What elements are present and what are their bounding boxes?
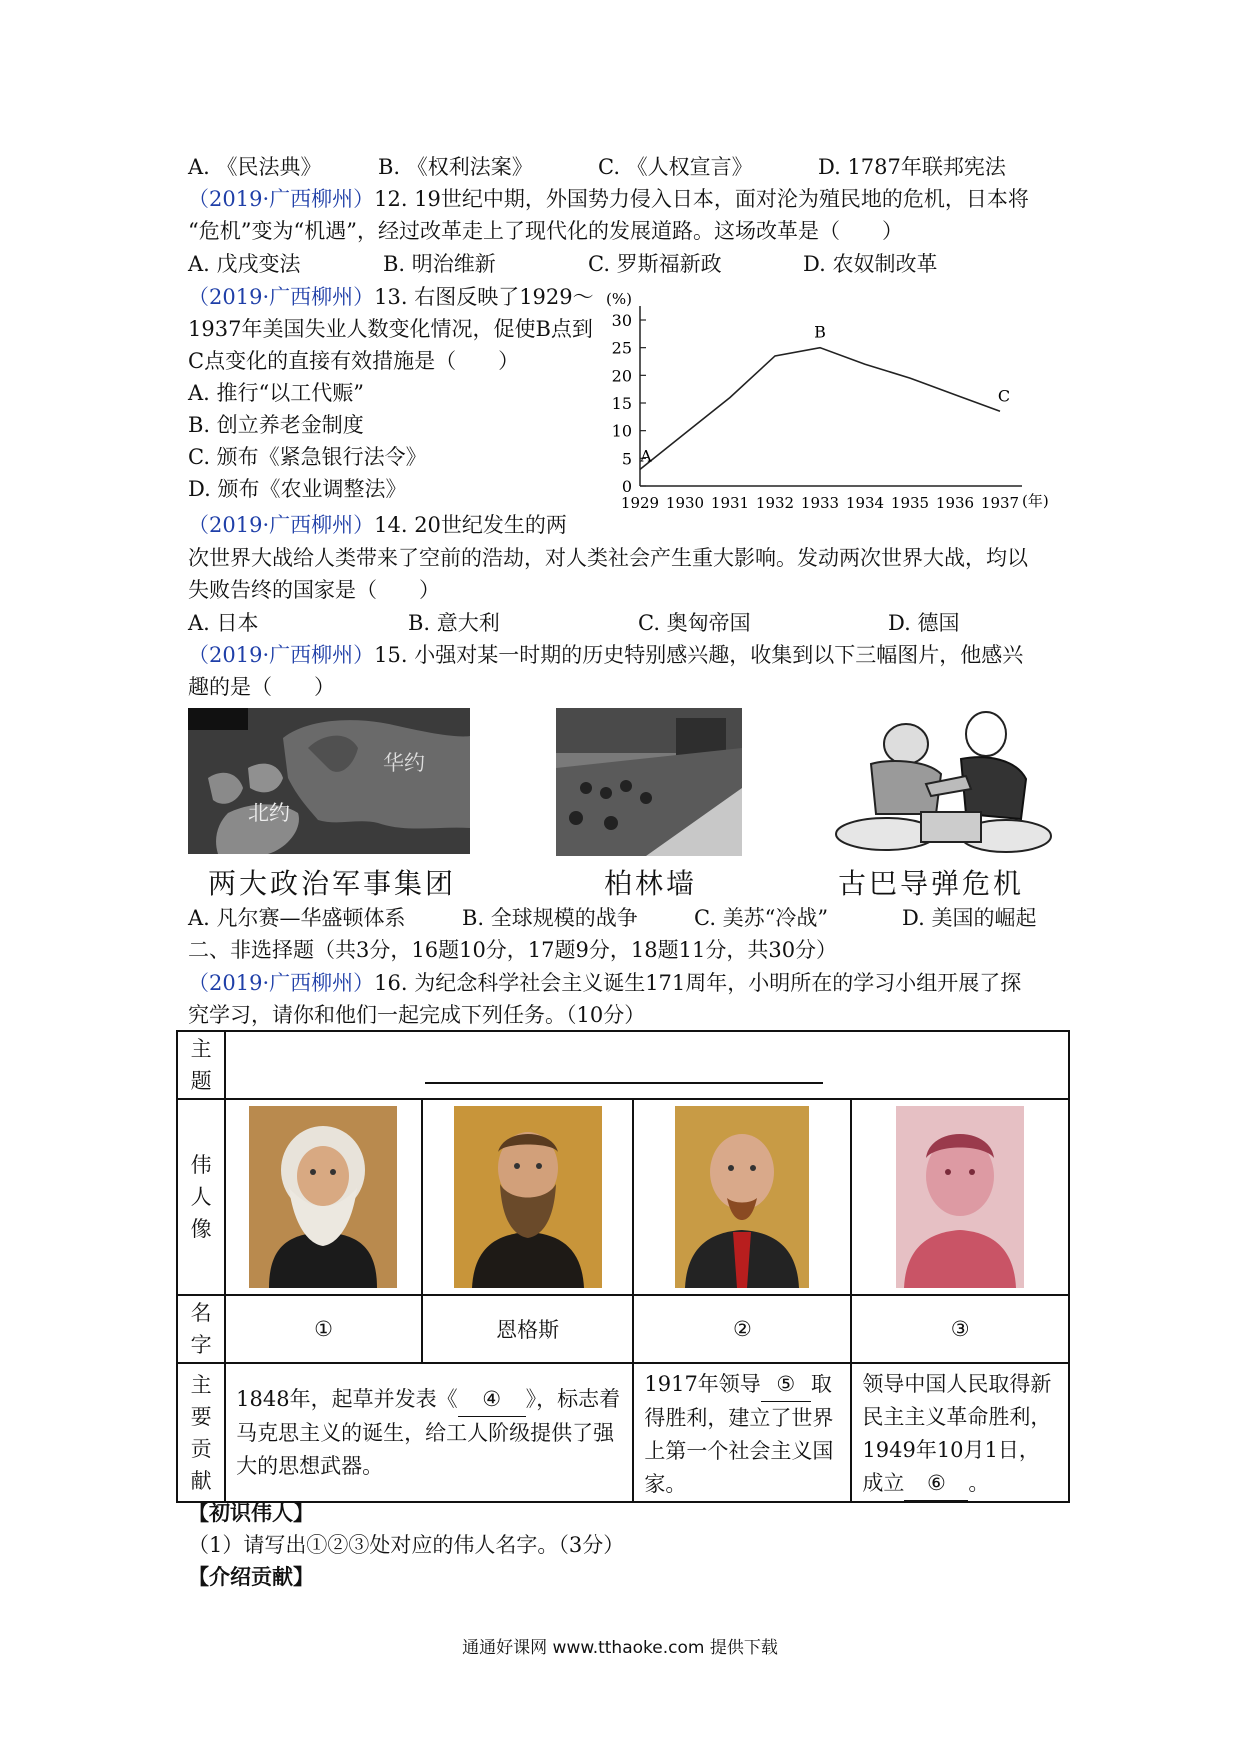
x-axis-label: (年) <box>1022 492 1049 510</box>
y-tick-label: 30 <box>611 311 632 330</box>
x-tick-label: 1931 <box>710 494 750 512</box>
caption-military-blocs: 两大政治军事集团 <box>208 867 457 900</box>
x-tick-label: 1934 <box>845 494 885 512</box>
y-axis-label: (%) <box>606 290 632 308</box>
x-tick-label: 1937 <box>980 494 1020 512</box>
name-cell-1[interactable]: ① <box>225 1295 422 1363</box>
contribution-lenin: 1917年领导 ⑤ 取得胜利，建立了世界上第一个社会主义国家。 <box>633 1363 851 1502</box>
q12-option-d: D. 农奴制改革 <box>803 252 938 276</box>
q13-source: （2019·广西柳州） <box>188 285 375 309</box>
x-tick-label: 1929 <box>620 494 660 512</box>
y-tick-label: 5 <box>621 449 632 469</box>
y-tick-label: 20 <box>611 366 632 386</box>
q12-source: （2019·广西柳州） <box>188 187 375 211</box>
theme-blank-line[interactable] <box>425 1082 823 1084</box>
q16-stem-line2: 究学习，请你和他们一起完成下列任务。（10分） <box>188 1003 646 1027</box>
q13-option-d: D. 颁布《农业调整法》 <box>188 477 407 501</box>
page-footer: 通通好课网 www.tthaoke.com 提供下载 <box>462 1638 778 1658</box>
point-label-c: C <box>997 386 1011 406</box>
q15-option-d: D. 美国的崛起 <box>902 906 1037 930</box>
portrait-cell-4 <box>851 1099 1069 1295</box>
x-tick-label: 1933 <box>800 494 840 512</box>
y-tick-label: 25 <box>611 338 632 358</box>
caption-berlin-wall: 柏林墙 <box>604 867 698 900</box>
q16-source: （2019·广西柳州） <box>188 971 375 995</box>
heading-meet-greats: 【初识伟人】 <box>188 1500 314 1525</box>
blank-4[interactable]: ④ <box>458 1383 526 1417</box>
y-tick-label: 15 <box>611 394 632 413</box>
q16-task1: （1）请写出①②③处对应的伟人名字。（3分） <box>188 1533 625 1557</box>
theme-answer-cell <box>225 1031 1069 1099</box>
row-label-portrait: 伟人像 <box>177 1099 225 1295</box>
q16-stem-line1: （2019·广西柳州）16. 为纪念科学社会主义诞生171周年，小明所在的学习小组开展了探 <box>188 971 1022 995</box>
q11-option-a: A. 《民法典》 <box>188 155 322 179</box>
q14-stem-line2: 次世界大战给人类带来了空前的浩劫，对人类社会产生重大影响。发动两次世界大战，均以 <box>188 546 1028 570</box>
q15-option-b: B. 全球规模的战争 <box>462 906 638 930</box>
q14-options <box>188 608 959 638</box>
heading-contributions: 【介绍贡献】 <box>188 1564 314 1589</box>
x-tick-label: 1935 <box>890 494 930 512</box>
q11-option-b: B. 《权利法案》 <box>378 155 533 179</box>
y-tick-label: 0 <box>621 477 632 496</box>
q11-options <box>188 152 1006 182</box>
q13-option-a: A. 推行“以工代赈” <box>188 381 364 405</box>
unemployment-line-chart <box>600 290 1060 530</box>
blank-6[interactable]: ⑥ <box>904 1467 968 1501</box>
q15-options <box>188 903 1036 933</box>
mao-portrait <box>896 1106 1024 1288</box>
q13-stem-line3: C点变化的直接有效措施是（ ） <box>188 349 520 373</box>
q12-option-c: C. 罗斯福新政 <box>588 252 722 276</box>
q11-option-d: D. 1787年联邦宪法 <box>818 155 1006 179</box>
q14-option-c: C. 奥匈帝国 <box>638 611 751 635</box>
nato-warsaw-map-image <box>188 708 470 854</box>
row-label-name: 名字 <box>177 1295 225 1363</box>
portrait-cell-1 <box>225 1099 422 1295</box>
q12-option-b: B. 明治维新 <box>383 252 496 276</box>
x-tick-label: 1936 <box>935 494 975 512</box>
x-tick-label: 1932 <box>755 494 795 512</box>
berlin-wall-image <box>556 708 742 856</box>
q11-option-c: C. 《人权宣言》 <box>598 155 753 179</box>
q15-source: （2019·广西柳州） <box>188 643 375 667</box>
portrait-cell-2 <box>422 1099 634 1295</box>
q13-stem-line2: 1937年美国失业人数变化情况，促使B点到 <box>188 317 593 341</box>
q15-stem-line2: 趣的是（ ） <box>188 675 335 699</box>
contribution-marx: 1848年，起草并发表《 ④ 》，标志着马克思主义的诞生，给工人阶级提供了强大的思想武器。 <box>225 1363 633 1502</box>
name-cell-3[interactable]: ③ <box>851 1295 1069 1363</box>
row-label-contribution: 主要贡献 <box>177 1363 225 1502</box>
portrait-cell-3 <box>633 1099 851 1295</box>
q13-option-c: C. 颁布《紧急银行法令》 <box>188 445 427 469</box>
row-label-theme: 主题 <box>177 1031 225 1099</box>
q12-stem-line1: （2019·广西柳州）12. 19世纪中期，外国势力侵入日本，面对沦为殖民地的危机，日本将 <box>188 187 1029 211</box>
point-label-a: A <box>640 446 652 466</box>
name-cell-2[interactable]: ② <box>633 1295 851 1363</box>
q12-option-a: A. 戊戌变法 <box>188 252 301 276</box>
q15-option-c: C. 美苏“冷战” <box>694 906 829 930</box>
y-tick-label: 10 <box>611 421 632 441</box>
q15-option-a: A. 凡尔赛—华盛顿体系 <box>188 906 406 930</box>
q14-option-d: D. 德国 <box>888 611 960 635</box>
map-label-warsaw: 华约 <box>383 751 425 775</box>
lenin-portrait <box>675 1106 809 1288</box>
q16-table <box>176 1030 1070 1503</box>
caption-cuban-missile-crisis: 古巴导弹危机 <box>838 867 1025 900</box>
q14-source: （2019·广西柳州） <box>188 513 375 537</box>
q14-stem-line3: 失败告终的国家是（ ） <box>188 578 440 602</box>
point-label-b: B <box>814 322 826 342</box>
cuban-missile-crisis-cartoon <box>826 704 1058 856</box>
q15-stem-line1: （2019·广西柳州）15. 小强对某一时期的历史特别感兴趣，收集到以下三幅图片，他感兴 <box>188 643 1024 667</box>
contribution-mao: 领导中国人民取得新民主主义革命胜利，1949年10月1日，成立 ⑥ 。 <box>851 1363 1069 1502</box>
engels-portrait <box>454 1106 602 1288</box>
q14-option-b: B. 意大利 <box>408 611 500 635</box>
q12-stem-line2: “危机”变为“机遇”，经过改革走上了现代化的发展道路。这场改革是（ ） <box>188 219 903 243</box>
section2-title: 二、非选择题（共3分，16题10分，17题9分，18题11分，共30分） <box>188 938 838 962</box>
marx-portrait <box>249 1106 397 1288</box>
name-cell-engels: 恩格斯 <box>422 1295 634 1363</box>
q14-stem-line1: （2019·广西柳州）14. 20世纪发生的两 <box>188 513 567 537</box>
q12-options <box>188 249 937 279</box>
q14-option-a: A. 日本 <box>188 611 259 635</box>
x-tick-label: 1930 <box>665 494 705 512</box>
map-label-nato: 北约 <box>248 801 290 825</box>
q13-option-b: B. 创立养老金制度 <box>188 413 364 437</box>
unemployment-series-line <box>640 348 1000 470</box>
q13-stem-line1: （2019·广西柳州）13. 右图反映了1929～ <box>188 285 594 309</box>
blank-5[interactable]: ⑤ <box>761 1368 811 1402</box>
